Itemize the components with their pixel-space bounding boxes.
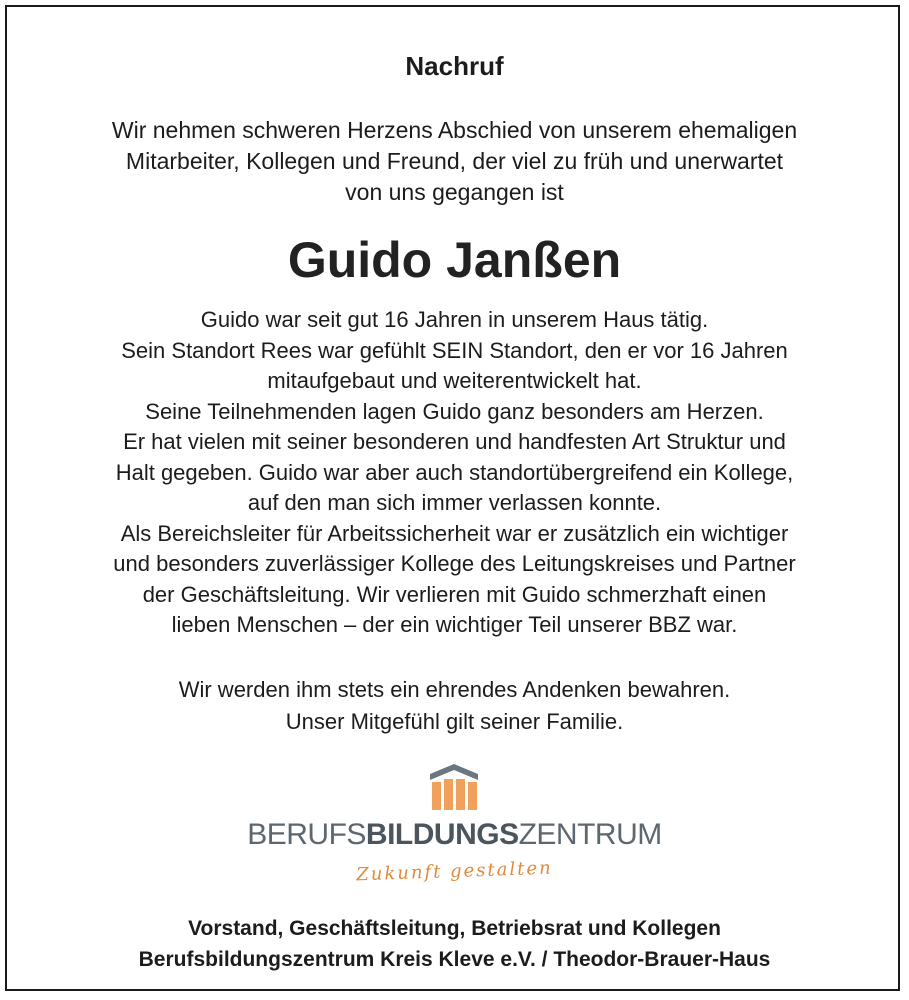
logo-text-part: ZENTRUM [518,818,662,851]
closing-text [0,674,909,738]
intro-text [0,115,909,208]
tribute-line: Seine Teilnehmenden lagen Guido ganz besonders am Herzen. [145,398,764,424]
tribute-line: auf den man sich immer verlassen konnte. [247,490,662,515]
logo-text-part-bold: BILDUNGS [365,818,519,851]
signatories [0,913,909,975]
deceased-name: Guido Janßen [287,232,622,288]
closing-line: Unser Mitgefühl gilt seiner Familie. [285,709,624,734]
tribute-line: Als Bereichsleiter für Arbeitssicherheit war er zusätzlich ein wichtiger [120,520,789,546]
tribute-line: der Geschäftsleitung. Wir verlieren mit Guido schmerzhaft einen [142,581,767,607]
signatory-line: Vorstand, Geschäftsleitung, Betriebsrat und Kollegen [188,917,721,940]
intro-line: von uns gegangen ist [345,179,564,205]
tribute-line: mitaufgebaut und weiterentwickelt hat. [267,368,642,393]
logo-tagline: Zukunft gestalten [355,857,553,886]
closing-line: Wir werden ihm stets ein ehrendes Andenken bewahren. [178,677,731,702]
tribute-line: und besonders zuverlässiger Kollege des Leitungskreises und Partner [113,551,796,576]
logo-text-part: BERUFS [247,818,366,851]
building-columns-icon [428,762,480,812]
tribute-text [0,305,909,641]
tribute-line: Er hat vielen mit seiner besonderen und handfesten Art Struktur und [123,429,786,454]
intro-line: Mitarbeiter, Kollegen und Freund, der viel zu früh und unerwartet [125,148,784,174]
tribute-line: lieben Menschen – der ein wichtiger Teil unserer BBZ war. [171,612,738,637]
tribute-line: Guido war seit gut 16 Jahren in unserem Haus tätig. [200,307,709,332]
tribute-line: Halt gegeben. Guido war aber auch standortübergreifend ein Kollege, [115,459,794,485]
obituary-heading: Nachruf [405,51,504,81]
tribute-line: Sein Standort Rees war gefühlt SEIN Standort, den er vor 16 Jahren [121,337,788,363]
signatory-line: Berufsbildungszentrum Kreis Kleve e.V. / Theodor-Brauer-Haus [138,948,771,971]
intro-line: Wir nehmen schweren Herzens Abschied von unserem ehemaligen [111,117,798,143]
